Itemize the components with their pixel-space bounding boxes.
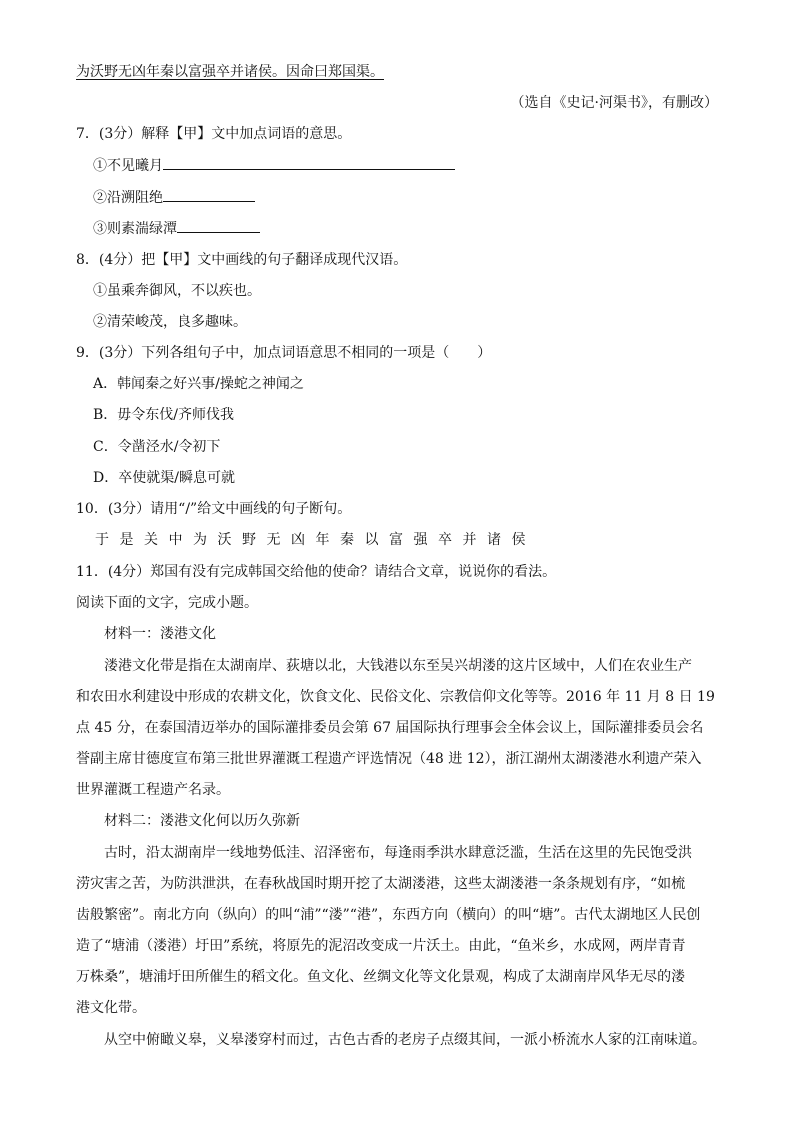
material-2-line: 造了“塘浦（溇港）圩田”系统，将原先的泥沼改变成一片沃土。由此，“鱼米乡，水成网，两岸青青: [76, 938, 686, 954]
question-10-stem: 10．(3分）请用“/”给文中画线的句子断句。: [76, 501, 352, 517]
question-7-item-2: [93, 187, 255, 208]
question-9-option-a: A．韩闻秦之好兴事/操蛇之神闻之: [93, 376, 304, 392]
source-citation: （选自《史记·河渠书》，有删改）: [510, 95, 718, 111]
material-2-last-paragraph: 从空中俯瞰义皋，义皋溇穿村而过，古色古香的老房子点缀其间，一派小桥流水人家的江南味道。: [104, 1032, 706, 1048]
question-9-option-c: C．令凿泾水/令初下: [93, 439, 221, 455]
material-1-line: 和农田水利建设中形成的农耕文化，饮食文化、民俗文化、宗教信仰文化等等。2016 年 11 月 8 日 19: [76, 689, 715, 705]
material-2-line: 齿般繁密”。南北方向（纵向）的叫“浦”“溇”“港”，东西方向（横向）的叫“塘”。古代太湖地区人民创: [76, 907, 701, 923]
question-10-sentence: 于是关中为沃野无凶年秦以富强卒并诸侯: [95, 532, 536, 548]
question-7-item-2-text: ②沿溯阻绝: [93, 190, 163, 206]
material-1-title: 材料一：溇港文化: [104, 626, 216, 642]
passage-end-underlined: 为沃野无凶年秦以富强卒并诸侯。因命曰郑国渠。: [76, 64, 384, 80]
question-7-item-3-text: ③则素湍绿潭: [93, 221, 177, 237]
question-7-item-3: [93, 218, 260, 239]
material-1-line: 世界灌溉工程遗产名录。: [76, 782, 230, 798]
question-7-item-1-text: ①不见曦月: [93, 158, 163, 174]
material-2-line: 古时，沿太湖南岸一线地势低洼、沼泽密布，每逢雨季洪水肆意泛滥，生活在这里的先民饱受洪: [104, 845, 692, 861]
answer-blank-3[interactable]: [177, 218, 260, 233]
material-2-line: 万株桑”，塘浦圩田所催生的稻文化。鱼文化、丝绸文化等文化景观，构成了太湖南岸风华无尽的溇: [76, 969, 686, 985]
question-9-option-d: D．卒使就渠/瞬息可就: [93, 470, 235, 486]
answer-blank-2[interactable]: [163, 187, 255, 202]
reading-instruction: 阅读下面的文字，完成小题。: [76, 595, 258, 611]
question-8-item-1: ①虽乘奔御风，不以疾也。: [93, 283, 261, 299]
material-1-line: 点 45 分，在泰国清迈举办的国际灌排委员会第 67 届国际执行理事会全体会议上，国际灌排委员会名: [76, 720, 704, 736]
material-2-title: 材料二：溇港文化何以历久弥新: [104, 813, 300, 829]
question-8-item-2: ②清荣峻茂，良多趣味。: [93, 314, 247, 330]
answer-blank-1[interactable]: [163, 155, 455, 170]
question-11-stem: 11．(4分）郑国有没有完成韩国交给他的使命？请结合文章，说说你的看法。: [76, 564, 557, 580]
question-9-stem: 9．(3分）下列各组句子中，加点词语意思不相同的一项是（ ）: [76, 345, 492, 361]
material-1-line: 誉副主席甘德度宣布第三批世界灌溉工程遗产评选情况（48 进 12），浙江湖州太湖溇港水利遗产荣入: [76, 751, 702, 767]
question-7-item-1: [93, 155, 455, 176]
question-7-stem: 7．(3分）解释【甲】文中加点词语的意思。: [76, 126, 352, 142]
question-9-option-b: B．毋令东伐/齐师伐我: [93, 407, 235, 423]
question-8-stem: 8．(4分）把【甲】文中画线的句子翻译成现代汉语。: [76, 252, 408, 268]
material-1-line: 溇港文化带是指在太湖南岸、荻塘以北，大钱港以东至吴兴胡溇的这片区域中，人们在农业生产: [104, 658, 692, 674]
material-2-line: 涝灾害之苦，为防洪泄洪，在春秋战国时期开挖了太湖溇港，这些太湖溇港一条条规划有序，“如梳: [76, 876, 686, 892]
material-2-line: 港文化带。: [76, 1000, 146, 1016]
